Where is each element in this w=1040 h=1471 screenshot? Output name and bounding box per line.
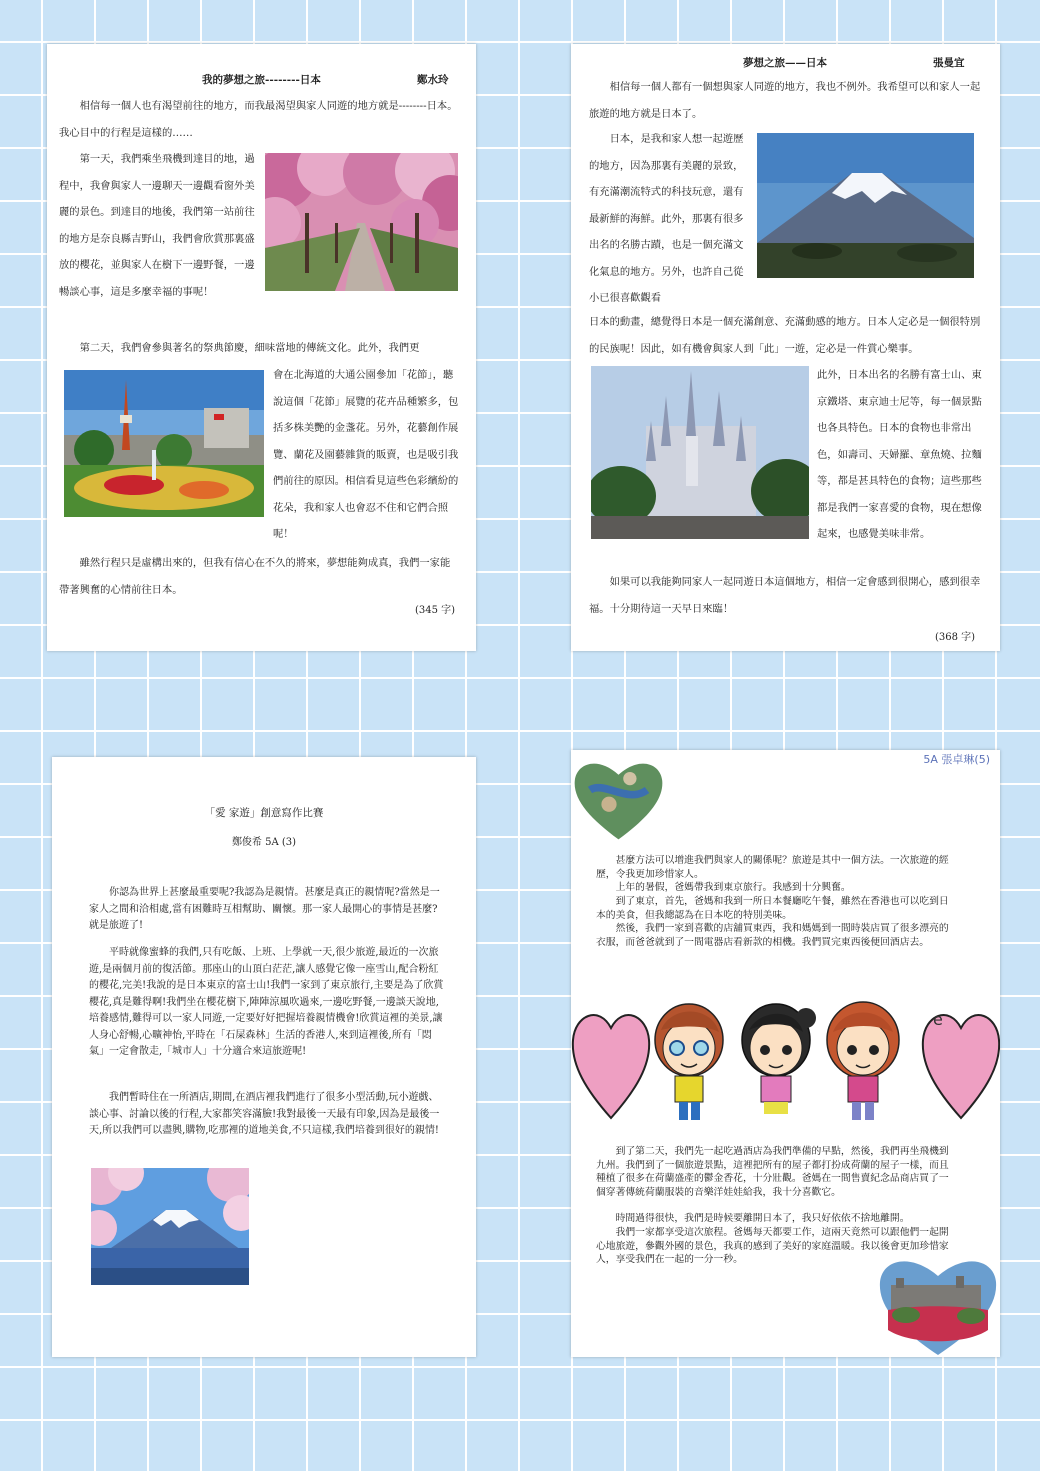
paragraph: 此外，日本出名的名勝有富士山、東京鐵塔、東京迪士尼等，每一個景點也各具特色。日本的食物也非常出色，如壽司、天婦羅、章魚燒、拉麵等，都是甚具特色的食物；這些那些都是我們一家喜愛的食物，現在想像起來，也感覺美味非常。 (817, 369, 982, 540)
paragraph: 日本的動畫，總覺得日本是一個充滿創意、充滿動感的地方。日本人定必是一個很特別的民族呢！因此，如有機會與家人到「此」一遊，定必是一件賞心樂事。 (589, 316, 981, 355)
paragraph: 會在北海道的大通公園參加「花節」，聽說這個「花節」展覽的花卉品種繁多，包括多株美艷的金盞花。另外，花藝創作展覽、蘭花及園藝雜貨的販賣，也是吸引我們前往的原因。相信看見這些色彩繽紛的花朵，我和家人也會忍不住和它們合照呢！ (273, 369, 459, 540)
mount-fuji-photo (757, 133, 974, 278)
word-count: (368 字) (935, 632, 976, 643)
children-drawing (571, 990, 1000, 1130)
paragraph: 相信每一個人都有一個想與家人同遊的地方，我也不例外。我希望可以和家人一起旅遊的地方就是日本了。 (589, 81, 981, 120)
disney-castle-photo (591, 366, 809, 539)
student-tag: 5A 張卓琳(5) (923, 753, 990, 766)
essay-page-2 (571, 44, 1000, 651)
essay-title: 夢想之旅——日本 (743, 57, 827, 69)
essay-page-3 (52, 757, 476, 1357)
paragraph: 我們暫時住在一所酒店,期間,在酒店裡我們進行了很多小型活動,玩小遊戲、談心事、討論以後的行程,大家都笑容滿臉!我對最後一天最有印象,因為是最後一天,所以我們可以盡興,購物,吃那裡的道地美食,不只這樣,我們培養到很好的親情! (89, 1092, 440, 1136)
essay-page-1 (47, 44, 476, 651)
fuji-cherry-blossom-photo (91, 1168, 249, 1285)
paragraph: 甚麼方法可以增進我們與家人的關係呢？旅遊是其中一個方法。一次旅遊的經歷，令我更加珍惜家人。 (596, 855, 949, 880)
paragraph: 時間過得很快，我們是時候要離開日本了，我只好依依不捨地離開。 (615, 1213, 910, 1224)
essay-author: 張曼宜 (933, 57, 965, 69)
paragraph: 如果可以我能夠同家人一起同遊日本這個地方，相信一定會感到很開心，感到很幸福。十分期待這一天早日來臨！ (589, 576, 981, 615)
essay-page-4 (571, 750, 1000, 1357)
svg-text:e: e (933, 1010, 943, 1029)
paragraph: 到了東京，首先，爸媽和我到一所日本餐廳吃午餐，雖然在香港也可以吃到日本的美食，但我總認為在日本吃的特別美味。 (596, 896, 949, 921)
essay-author: 鄭水玲 (417, 74, 449, 86)
paragraph: 雖然行程只是虛構出來的，但我有信心在不久的將來，夢想能夠成真，我們一家能帶著興奮的心情前往日本。 (59, 557, 451, 596)
paragraph: 你認為世界上甚麼最重要呢?我認為是親情。甚麼是真正的親情呢?當然是一家人之間和洽相處,當有困難時互相幫助、關懷。那一家人最開心的事情是甚麼?就是旅遊了! (89, 887, 440, 931)
paragraph: 相信每一個人也有渴望前往的地方，而我最渴望與家人同遊的地方就是--------日本。我心目中的行程是這樣的…… (59, 100, 458, 139)
paragraph: 第二天，我們會參與著名的祭典節慶，細味當地的傳統文化。此外，我們更 (79, 342, 420, 354)
paragraph: 然後，我們一家到喜歡的店舖買東西，我和媽媽到一間時裝店買了很多漂亮的衣服，而爸爸就到了一間電器店看新款的相機。我們買完東西後便回酒店去。 (596, 923, 949, 948)
paragraph: 日本，是我和家人想一起遊歷的地方，因為那裏有美麗的景致，有充滿潮流特式的科技玩意，還有最新鮮的海鮮。此外，那裏有很多出名的名勝古蹟，也是一個充滿文化氣息的地方。另外，也許自己從小已很喜歡觀看 (589, 133, 744, 304)
paragraph: 我們一家都享受這次旅程。爸媽每天都要工作，這兩天竟然可以跟他們一起開心地旅遊，參觀外國的景色，我真的感到了美好的家庭溫暖。我以後會更加珍惜家人，享受我們在一起的一分一秒。 (596, 1227, 949, 1265)
heart-photo-top (571, 752, 666, 847)
essay-title: 「愛 家遊」創意寫作比賽 (204, 807, 324, 819)
sapporo-tv-tower-photo (64, 370, 264, 517)
essay-author: 鄭俊希 5A (3) (231, 837, 297, 848)
paragraph: 到了第二天，我們先一起吃過酒店為我們準備的早點，然後，我們再坐飛機到九州。我們到了一個旅遊景點，這裡把所有的屋子都打扮成荷蘭的屋子一樣，而且種植了很多在荷蘭盛產的鬱金香花，十分壯觀。爸媽在一間售賣紀念品商店買了一個穿著傳統荷蘭服裝的音樂洋娃娃給我，我十分喜歡它。 (596, 1146, 949, 1198)
cherry-blossom-path-photo (265, 153, 458, 291)
essay-title: 我的夢想之旅--------日本 (202, 74, 321, 86)
paragraph: 上年的暑假，爸媽帶我到東京旅行。我感到十分興奮。 (615, 882, 851, 893)
word-count: (345 字) (415, 605, 456, 616)
heart-photo-bottom (876, 1250, 1000, 1357)
paragraph: 第一天，我們乘坐飛機到達目的地，過程中，我會與家人一邊聊天一邊觀看窗外美麗的景色。到達目的地後，我們第一站前往的地方是奈良縣吉野山，我們會欣賞那裏盛放的櫻花，並與家人在樹下一邊野餐，一邊暢談心事，這是多麼幸福的事呢！ (59, 153, 255, 298)
paragraph: 平時就像蜜蜂的我們,只有吃飯、上班、上學就一天,很少旅遊,最近的一次旅遊,是兩個月前的復活節。那座山的山頂白茫茫,讓人感覺它像一座雪山,配合粉紅的櫻花,完美!我說的是日本東京的富士山!我們一家到了東京旅行,主要是為了欣賞櫻花,真是難得啊!我們坐在櫻花樹下,陣陣涼風吹過來,一邊吃野餐,一邊談天說地,培養感情,難得可以一家人同遊,一定要好好把握培養親情機會!欣賞這裡的美景,讓人身心舒暢,心曠神怡,平時在「石屎森林」生活的香港人,來到這裡後,所有「悶氣」一定會散走,「城市人」十分適合來這旅遊呢! (89, 947, 444, 1057)
